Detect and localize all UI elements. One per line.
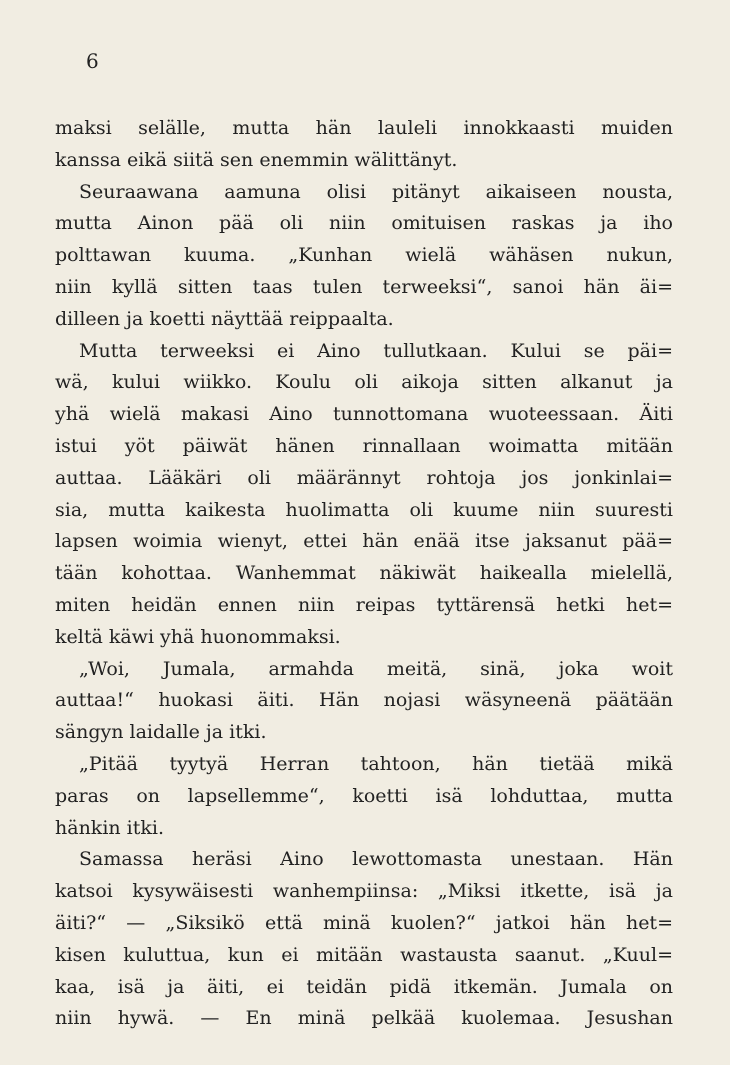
page-body-text <box>55 113 673 1035</box>
text-line: katsoi kysywäisesti wanhempiinsa: „Miksi itkette, isä ja <box>55 880 673 903</box>
text-line: „Woi, Jumala, armahda meitä, sinä, joka woit <box>79 657 673 680</box>
text-line: sängyn laidalle ja itki. <box>55 721 267 744</box>
text-line: yhä wielä makasi Aino tunnottomana wuoteessaan. Äiti <box>55 403 673 426</box>
text-line: Seuraawana aamuna olisi pitänyt aikaiseen nousta, <box>79 180 673 203</box>
text-line: istui yöt päiwät hänen rinnallaan woimatta mitään <box>55 434 673 457</box>
text-line: äiti?“ — „Siksikö että minä kuolen?“ jatkoi hän het= <box>55 911 673 934</box>
text-line: kaa, isä ja äiti, ei teidän pidä itkemän. Jumala on <box>55 975 673 998</box>
text-line: mutta Ainon pää oli niin omituisen raskas ja iho <box>55 212 673 235</box>
text-line: wä, kului wiikko. Koulu oli aikoja sitten alkanut ja <box>55 371 673 394</box>
text-line: niin kyllä sitten taas tulen terweeksi“, sanoi hän äi= <box>55 275 673 298</box>
text-line: Samassa heräsi Aino lewottomasta unestaan. Hän <box>79 848 673 871</box>
text-line: maksi selälle, mutta hän lauleli innokkaasti muiden <box>55 117 673 139</box>
text-line: tään kohottaa. Wanhemmat näkiwät haikealla mielellä, <box>55 562 673 585</box>
text-line: kanssa eikä siitä sen enemmin wälittänyt. <box>55 148 458 171</box>
text-line: auttaa!“ huokasi äiti. Hän nojasi wäsyneenä päätään <box>55 689 673 712</box>
text-line: lapsen woimia wienyt, ettei hän enää itse jaksanut pää= <box>55 530 673 553</box>
text-line: Mutta terweeksi ei Aino tullutkaan. Kului se päi= <box>79 339 673 362</box>
text-line: „Pitää tyytyä Herran tahtoon, hän tietää mikä <box>79 752 673 775</box>
text-line: auttaa. Lääkäri oli määrännyt rohtoja jos jonkinlai= <box>55 466 673 489</box>
text-line: sia, mutta kaikesta huolimatta oli kuume niin suuresti <box>55 498 673 521</box>
page-number: 6 <box>86 49 100 73</box>
text-line: keltä käwi yhä huonommaksi. <box>55 625 341 648</box>
text-line: niin hywä. — En minä pelkää kuolemaa. Jesushan <box>55 1007 673 1030</box>
text-line: polttawan kuuma. „Kunhan wielä wähäsen nukun, <box>55 244 673 267</box>
text-line: miten heidän ennen niin reipas tyttärensä hetki het= <box>55 593 673 616</box>
text-line: paras on lapsellemme“, koetti isä lohduttaa, mutta <box>55 784 673 807</box>
text-line: kisen kuluttua, kun ei mitään wastausta saanut. „Kuul= <box>55 943 673 966</box>
text-line: dilleen ja koetti näyttää reippaalta. <box>55 307 394 330</box>
text-line: hänkin itki. <box>55 816 165 839</box>
